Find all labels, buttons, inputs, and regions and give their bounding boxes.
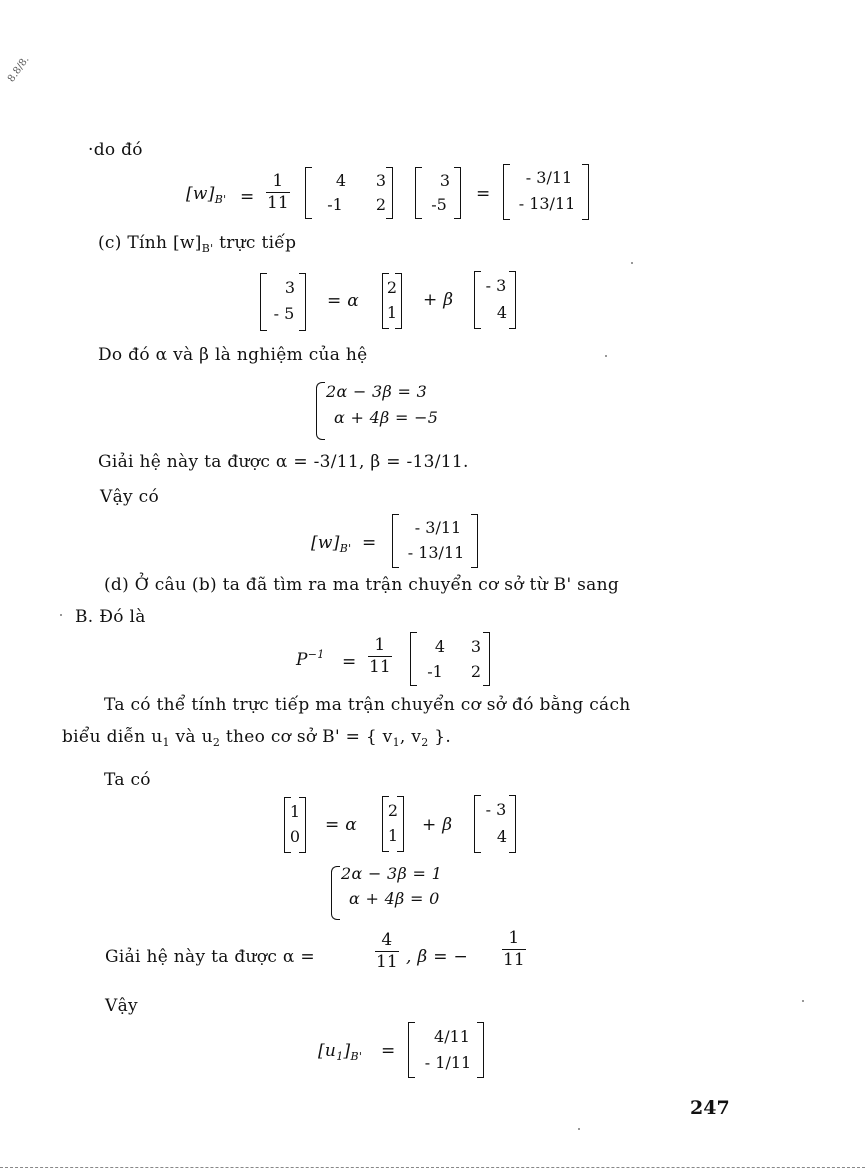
scan-speck	[605, 355, 607, 357]
system-1-brace	[316, 382, 325, 440]
text-vay-co: Vậy có	[100, 487, 159, 507]
result-cell: - 13/11	[518, 194, 576, 213]
text-solve-1: Giải hệ này ta được α = -3/11, β = -13/11.	[98, 452, 469, 472]
eq3-lhs-sub: B'	[339, 542, 352, 555]
system-2-brace	[331, 866, 340, 920]
eq5-v1	[382, 796, 404, 852]
direct-part: và u	[169, 727, 213, 747]
vector-cell: 4	[496, 827, 508, 846]
text-alpha-beta-solution: Do đó α và β là nghiệm của hệ	[98, 345, 368, 365]
eq6-lhs-label: [u	[318, 1041, 337, 1061]
eq5-v2	[474, 795, 516, 853]
solve-2-alpha-fraction	[375, 932, 399, 971]
result-cell: - 3/11	[525, 168, 573, 187]
eq6-equals: =	[381, 1041, 396, 1061]
eq1-lhs-label: [w]	[186, 184, 215, 204]
text-ta-co: Ta có	[104, 770, 151, 790]
eq3-result	[392, 514, 478, 568]
vector-cell: - 3	[485, 276, 507, 295]
result-cell: - 1/11	[424, 1053, 472, 1072]
vector-cell: 2	[387, 801, 399, 820]
eq1-result	[503, 164, 589, 220]
eq6-lhs	[318, 1041, 362, 1061]
eq3-lhs-label: [w]	[311, 533, 340, 553]
alpha-frac-den: 11	[376, 952, 398, 972]
matrix-cell: 2	[470, 662, 482, 681]
direct-sub: 2	[421, 736, 429, 749]
scan-speck	[631, 262, 633, 264]
direct-part: biểu diễn u	[62, 727, 163, 747]
eq2-v1	[382, 273, 402, 329]
eq5-lhs-vector	[284, 797, 306, 853]
solve-2-beta-fraction	[502, 930, 526, 969]
eq1-frac-num: 1	[272, 171, 284, 191]
direct-sub: 1	[392, 736, 400, 749]
eq4-equals: =	[342, 652, 357, 672]
eq4-lhs-sup: −1	[307, 648, 325, 661]
eq4-frac-num: 1	[374, 635, 386, 655]
vector-cell: - 3	[485, 800, 507, 819]
eq3-lhs	[311, 533, 351, 553]
vector-cell: 3	[439, 171, 451, 190]
system-2-row-2: α + 4β = 0	[349, 889, 440, 908]
beta-frac-num: 1	[508, 928, 520, 948]
vector-cell: - 5	[273, 304, 295, 323]
vector-cell: 1	[386, 303, 398, 322]
vector-cell: 0	[289, 827, 301, 846]
eq4-lhs	[296, 650, 325, 670]
scan-speck	[802, 1000, 804, 1002]
direct-part: , v	[399, 727, 422, 747]
text-solve-2-beta: , β = −	[406, 947, 469, 967]
eq1-lhs	[186, 184, 226, 204]
system-2-row-1: 2α − 3β = 1	[341, 864, 443, 883]
section-c-sub: B'	[201, 242, 214, 255]
section-c-end: trực tiếp	[213, 233, 297, 253]
eq2-v2	[474, 271, 516, 329]
eq4-lhs-label: P	[296, 650, 308, 670]
result-cell: - 13/11	[407, 543, 465, 562]
vector-cell: 3	[284, 278, 296, 297]
eq6-lhs-sub1: 1	[336, 1050, 344, 1063]
eq2-eq-alpha: = α	[327, 291, 360, 311]
corner-stamp: 8.8/8.	[6, 54, 32, 85]
eq4-frac-den: 11	[369, 657, 391, 677]
text-direct-line-2	[62, 727, 451, 747]
result-cell: 4/11	[434, 1027, 470, 1046]
direct-sub: 2	[212, 736, 221, 749]
text-vay: Vậy	[105, 996, 138, 1016]
section-d-line-2: B. Đó là	[75, 607, 146, 627]
eq2-plus-beta: + β	[423, 290, 454, 310]
scan-speck	[60, 614, 62, 616]
beta-frac-den: 11	[503, 950, 525, 970]
text-solve-2: Giải hệ này ta được α =	[105, 947, 315, 967]
matrix-cell: -1	[327, 195, 343, 214]
section-c-heading	[98, 233, 296, 253]
text-direct-line-1: Ta có thể tính trực tiếp ma trận chuyển cơ sở đó bằng cách	[104, 695, 631, 715]
vector-cell: 4	[496, 303, 508, 322]
scan-speck	[578, 1128, 580, 1130]
scan-bottom-edge	[0, 1167, 865, 1168]
matrix-cell: 3	[375, 171, 387, 190]
text-do-do: ·do đó	[88, 140, 143, 160]
eq1-frac-den: 11	[267, 193, 289, 213]
eq3-equals: =	[362, 533, 377, 553]
vector-cell: 2	[386, 278, 398, 297]
eq2-lhs-vector	[260, 273, 306, 331]
eq4-matrix	[410, 632, 490, 686]
system-1-row-2: α + 4β = −5	[334, 408, 439, 427]
direct-sub: 1	[162, 736, 170, 749]
section-c-text: (c) Tính [w]	[98, 233, 202, 253]
direct-part: }.	[428, 727, 452, 747]
direct-part: theo cơ sở B' = { v	[220, 727, 393, 747]
eq6-result	[408, 1022, 484, 1078]
vector-cell: 1	[387, 826, 399, 845]
section-d-line-1: (d) Ở câu (b) ta đã tìm ra ma trận chuyển cơ sở từ B' sang	[104, 575, 620, 595]
eq1-lhs-sub: B'	[214, 193, 227, 206]
matrix-cell: 4	[434, 637, 446, 656]
matrix-cell: 4	[335, 171, 347, 190]
matrix-cell: 3	[470, 637, 482, 656]
result-cell: - 3/11	[414, 518, 462, 537]
alpha-frac-num: 4	[381, 930, 393, 950]
matrix-cell: 2	[375, 195, 387, 214]
eq6-lhs-sub: B'	[350, 1050, 363, 1063]
matrix-cell: -1	[427, 662, 443, 681]
eq1-equals: =	[240, 187, 255, 207]
page-number: 247	[690, 1097, 730, 1119]
eq1-vector	[415, 167, 461, 219]
eq5-eq-alpha: = α	[325, 815, 358, 835]
eq6-lhs-close: ]	[343, 1041, 351, 1061]
eq1-fraction	[266, 173, 290, 212]
eq5-plus-beta: + β	[422, 815, 453, 835]
eq1-equals-2: =	[476, 184, 491, 204]
vector-cell: -5	[431, 195, 447, 214]
vector-cell: 1	[289, 802, 301, 821]
eq4-fraction	[368, 637, 392, 676]
eq1-matrix	[305, 167, 393, 219]
system-1-row-1: 2α − 3β = 3	[326, 382, 428, 401]
